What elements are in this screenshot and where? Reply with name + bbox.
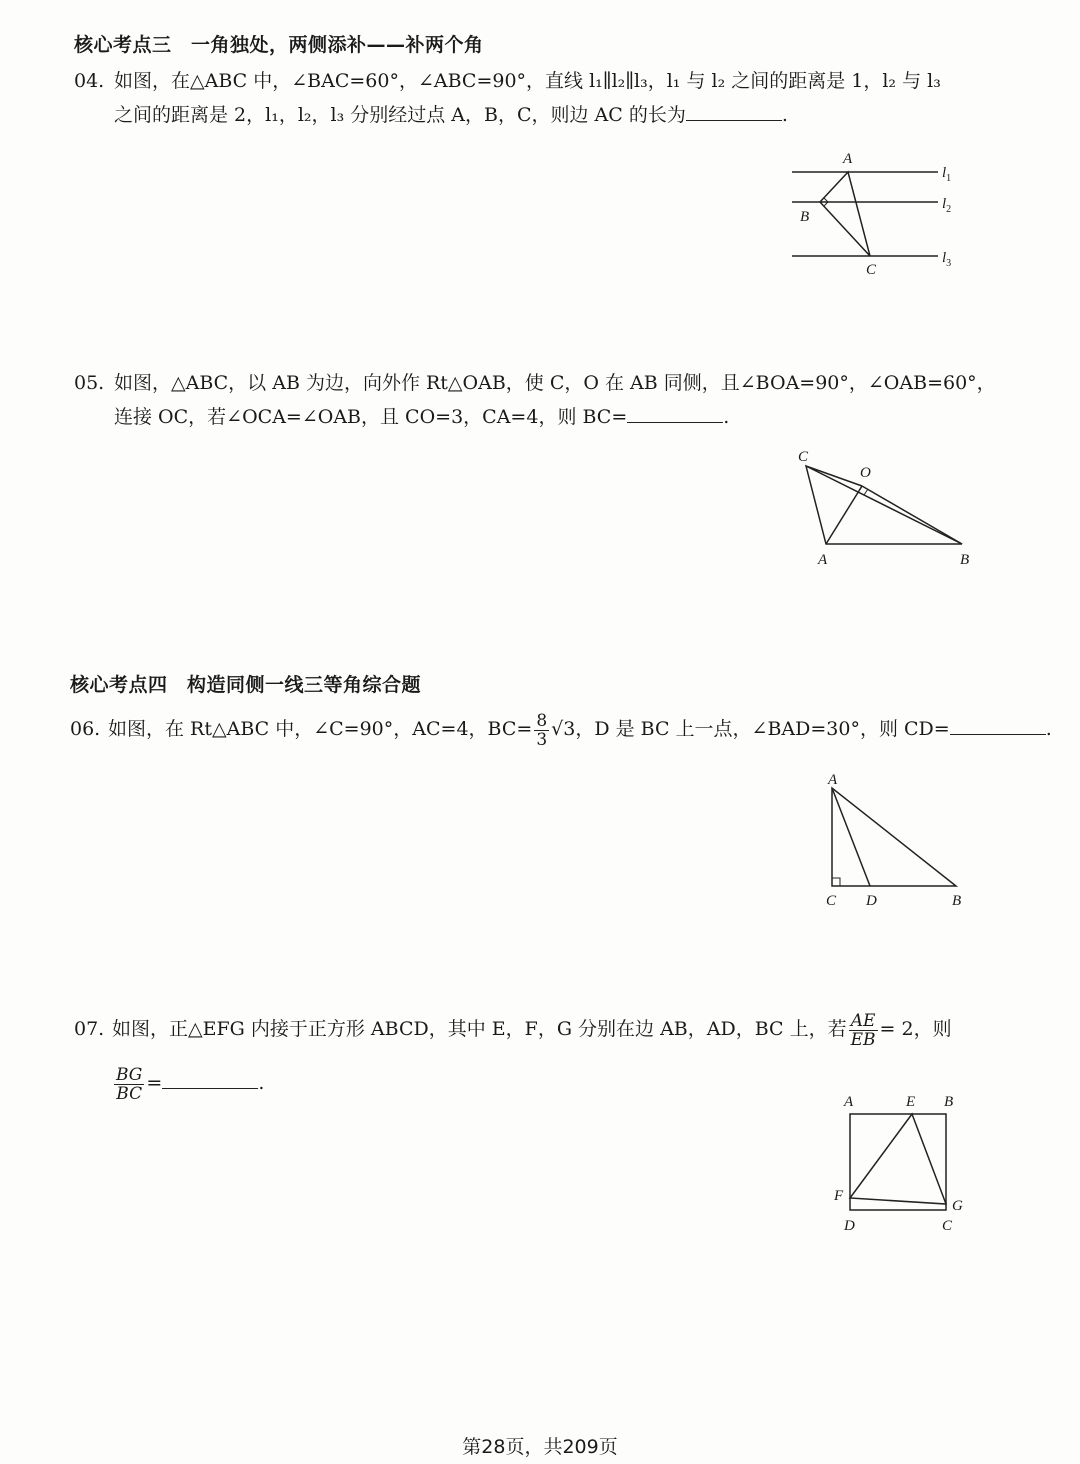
fraction-bg-bc: $\frac{BG}{BC}$: [116, 1064, 143, 1104]
question-number: 05.: [74, 372, 105, 394]
q04-figure: [780, 148, 980, 283]
question-text-line1: 如图，在△ABC 中，∠BAC=60°，∠ABC=90°，直线 l₁∥l₂∥l₃，l₁ 与 l₂ 之间的距离是 1，l₂ 与 l₃: [114, 70, 941, 92]
question-number: 07.: [74, 1018, 105, 1040]
label-E: E: [906, 1094, 916, 1110]
q05-figure: [790, 444, 990, 574]
label-l1: $l_1$: [942, 165, 952, 184]
triangle-abc: [820, 172, 870, 256]
segment-ao: [826, 486, 862, 544]
question-06: 06. 如图，在 Rt△ABC 中，∠C=90°，AC=4，BC= $\frac{8}{3}$ √3，D 是 BC 上一点，∠BAD=30°，则 CD= .: [70, 704, 1060, 754]
triangle-abc: [806, 466, 962, 544]
question-04: 04. 如图，在△ABC 中，∠BAC=60°，∠ABC=90°，直线 l₁∥l₂∥l₃，l₁ 与 l₂ 之间的距离是 1，l₂ 与 l₃ 之间的距离是 2，l₁，l₂，l₃ 分别经过点 A，B，C，则边 AC 的长为 .: [74, 64, 1054, 132]
answer-blank[interactable]: [686, 102, 782, 121]
question-number: 06.: [70, 718, 101, 740]
question-07-answer-line: $\frac{BG}{BC}$ = .: [116, 1064, 265, 1104]
label-A: A: [818, 552, 828, 568]
label-A: A: [844, 1094, 854, 1110]
label-O: O: [860, 465, 871, 481]
segment-ob: [862, 486, 962, 544]
question-text-line2: 之间的距离是 2，l₁，l₂，l₃ 分别经过点 A，B，C，则边 AC 的长为: [114, 104, 686, 126]
square-abcd: [850, 1114, 946, 1210]
answer-blank[interactable]: [627, 404, 723, 423]
q06-figure: [820, 772, 980, 912]
page-footer: 第28页，共209页: [462, 1436, 618, 1458]
right-angle-mark: [832, 878, 840, 886]
question-text: 如图，正△EFG 内接于正方形 ABCD，其中 E，F，G 分别在边 AB，AD，BC 上，若: [112, 1018, 847, 1040]
label-D: D: [844, 1218, 855, 1234]
label-A: A: [843, 151, 853, 167]
triangle-efg: [850, 1114, 946, 1204]
answer-blank[interactable]: [950, 716, 1046, 735]
label-F: F: [834, 1188, 844, 1204]
fraction-ae-eb: $\frac{AE}{EB}$: [850, 1010, 876, 1050]
label-l3: $l_3$: [942, 250, 952, 269]
section-heading-3: 核心考点三 一角独处，两侧添补——补两个角: [74, 34, 484, 56]
question-text-cont: = 2，则: [879, 1018, 952, 1040]
label-G: G: [952, 1198, 963, 1214]
question-text-after: ，D 是 BC 上一点，∠BAD=30°，则 CD=: [575, 718, 950, 740]
label-C: C: [798, 449, 809, 465]
label-D: D: [866, 893, 877, 909]
q07-figure: [826, 1090, 986, 1240]
label-B: B: [960, 552, 970, 568]
label-B: B: [952, 893, 962, 909]
section-heading-4: 核心考点四 构造同侧一线三等角综合题: [70, 674, 422, 696]
fraction-8-3: $\frac{8}{3}$: [536, 710, 548, 750]
label-C: C: [866, 262, 877, 278]
sqrt-3: √3: [551, 718, 576, 740]
label-l2: $l_2$: [942, 196, 952, 215]
label-B: B: [800, 209, 810, 225]
label-C: C: [826, 893, 837, 909]
label-A: A: [828, 772, 838, 788]
segment-co: [806, 466, 862, 486]
label-B: B: [944, 1094, 954, 1110]
question-number: 04.: [74, 70, 105, 92]
question-text-line2: 连接 OC，若∠OCA=∠OAB，且 CO=3，CA=4，则 BC=: [114, 406, 628, 428]
question-text-line1: 如图，△ABC，以 AB 为边，向外作 Rt△OAB，使 C，O 在 AB 同侧，且∠BOA=90°，∠OAB=60°，: [114, 372, 996, 394]
label-C: C: [942, 1218, 953, 1234]
question-07: [74, 1006, 1054, 1052]
question-text: 如图，在 Rt△ABC 中，∠C=90°，AC=4，BC=: [108, 718, 533, 740]
question-05: 05. 如图，△ABC，以 AB 为边，向外作 Rt△OAB，使 C，O 在 AB 同侧，且∠BOA=90°，∠OAB=60°， 连接 OC，若∠OCA=∠OAB，且 CO=3，CA=4，则 BC= .: [74, 366, 1054, 434]
answer-blank[interactable]: [162, 1070, 258, 1089]
